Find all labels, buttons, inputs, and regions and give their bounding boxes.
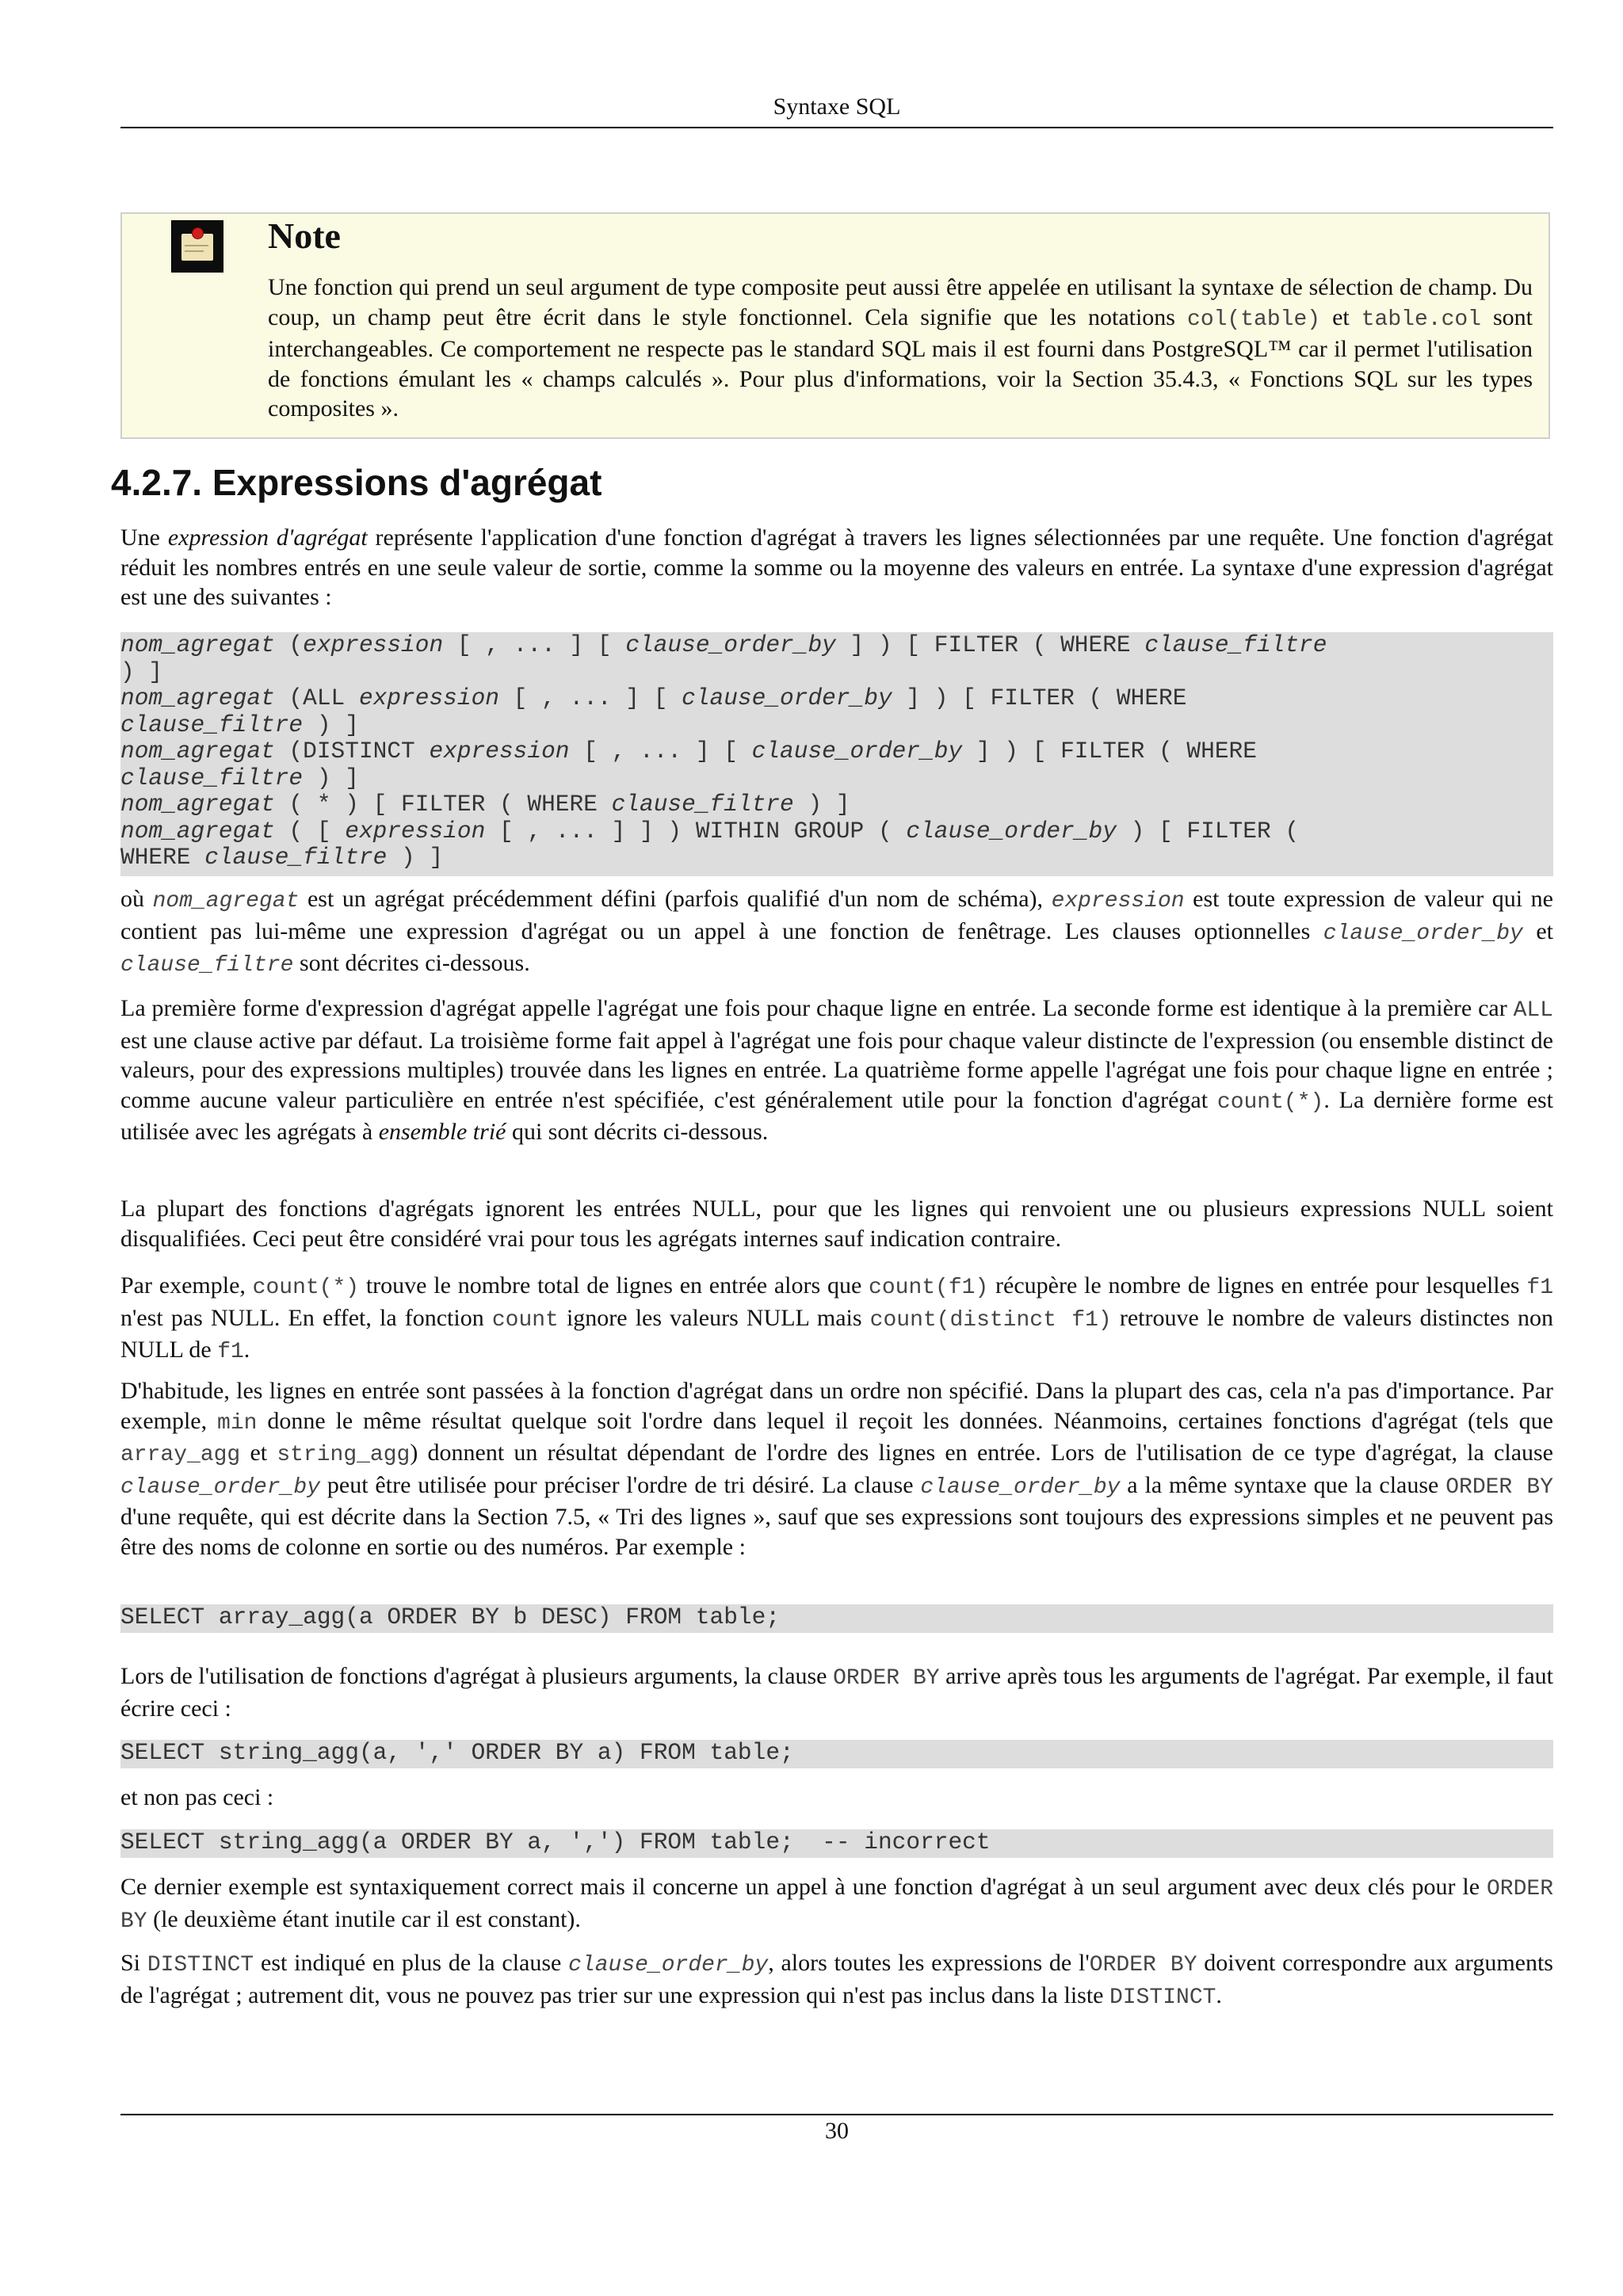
text: ) donnent un résultat dépendant de l'ordre des lignes en entrée. Lors de l'utilisation de ce type d'agrégat, la clause [410,1440,1553,1466]
text: où [120,886,153,912]
code-text: ] ) [ FILTER ( WHERE [892,685,1187,711]
code-text: ) ] [387,844,444,871]
code-inline: ORDER BY [1445,1474,1554,1500]
text: . [243,1337,250,1363]
text: est une clause active par défaut. La troisième forme fait appel à l'agrégat une fois pour chaque valeur distincte de l'expression (ou ensemble distinct de valeurs, pour des expressions multiples) trouvée dans les lignes en entrée. La quatrième forme appelle l'agrégat une fois pour chaque ligne en entrée ; comme aucune valeur particulière en entrée n'est spécifiée, c'est généralement utile pour la fonction d'agrégat [120,1027,1553,1113]
placeholder: clause_order_by [751,738,963,765]
note-code-col-table: col(table) [1187,307,1321,332]
code-example-array-agg: SELECT array_agg(a ORDER BY b DESC) FROM table; [120,1604,1553,1633]
text: est toute expression de valeur qui ne contient pas lui-même une expression d'agrégat ou un appel à une fonction de fenêtrage. Les clauses optionnelles [120,886,1553,944]
code-inline: count(distinct f1) [869,1307,1112,1333]
text: Une [120,524,168,551]
placeholder: nom_agregat [120,685,275,711]
paragraph-multi-args [120,1661,1553,1723]
note-body [268,273,1533,424]
code-inline: ORDER BY [833,1666,940,1691]
note-text: sont interchangeables. Ce comportement ne respecte pas le standard SQL mais il est fourni dans PostgreSQL™ car il permet l'utilisation de fonctions émulant les « champs calculés ». Pour plus d'informations, voir la Section 35.4.3, « Fonctions SQL sur les types composites ». [268,303,1533,421]
paragraph-not-this [120,1783,1553,1813]
code-inline: ALL [1513,998,1553,1023]
text: Par exemple, [120,1272,253,1299]
placeholder: clause_filtre [120,953,294,978]
code-text: (DISTINCT [274,738,430,765]
code-text: WHERE [120,844,205,871]
placeholder: clause_filtre [1144,632,1327,658]
placeholder: nom_agregat [120,632,275,658]
text: peut être utilisée pour préciser l'ordre de tri désiré. La clause [320,1471,921,1498]
placeholder: nom_agregat [120,817,275,845]
note-text: Une fonction qui prend un seul argument de type composite peut aussi être appelée en utilisant la syntaxe de sélection de champ. Du coup, un champ peut être écrit dans le style fonctionnel. Cela signifie que les notations [268,274,1533,330]
text: est indiqué en plus de la clause [254,1950,569,1976]
placeholder: clause_order_by [1323,921,1523,946]
text: La première forme d'expression d'agrégat appelle l'agrégat une fois pour chaque ligne en entrée. La seconde forme est identique à la première car [120,995,1514,1021]
text: ignore les valeurs NULL mais [558,1304,870,1331]
paragraph-intro [120,523,1553,612]
text: Ce dernier exemple est syntaxiquement correct mais il concerne un appel à une fonction d'agrégat à un seul argument avec deux clés pour le [120,1874,1487,1900]
code-example-string-agg: SELECT string_agg(a, ',' ORDER BY a) FROM table; [120,1740,1553,1768]
code-inline: f1 [217,1340,244,1365]
code-text: ( * ) [ FILTER ( WHERE [274,791,612,818]
code-text: ] ) [ FILTER ( WHERE [835,632,1145,658]
page-number: 30 [825,2118,849,2144]
placeholder: clause_filtre [204,844,388,871]
term-emphasis: expression d'agrégat [167,524,368,551]
code-text: ( [ [274,817,346,845]
code-text: (ALL [274,685,359,711]
code-inline: DISTINCT [147,1953,254,1978]
text: retrouve le nombre de valeurs distinctes non NULL de [120,1304,1553,1363]
placeholder: nom_agregat [120,791,275,818]
code-inline: count [491,1307,559,1333]
paragraph-count-example [120,1271,1553,1367]
paragraph-explanation [120,1872,1553,1936]
paragraph-definitions [120,884,1553,981]
code-text: [ , ... ] [ [443,632,626,658]
code-text: ( [274,632,304,658]
code-inline: array_agg [120,1443,241,1468]
placeholder: expression [429,738,570,765]
text: La plupart des fonctions d'agrégats ignorent les entrées NULL, pour que les lignes qui renvoient une ou plusieurs expressions NULL soient disqualifiées. Ceci peut être considéré vrai pour tous les agrégats internes sauf indication contraire. [120,1196,1553,1252]
placeholder: clause_order_by [906,817,1117,845]
text: donne le même résultat quelque soit l'ordre dans lequel il reçoit les données. Néanmoins, certaines fonctions d'agrégat (tels que [257,1407,1553,1434]
text: est un agrégat précédemment défini (parfois qualifié d'un nom de schéma), [299,886,1052,912]
text: (le deuxième étant inutile car il est constant). [147,1905,581,1932]
code-text: ) ] [120,658,163,685]
code-inline: DISTINCT [1109,1985,1216,2010]
code-text: ] ) [ FILTER ( WHERE [962,738,1257,765]
text: récupère le nombre de lignes en entrée pour lesquelles [988,1272,1527,1299]
note-text: et [1320,303,1361,330]
text: . La dernière forme est utilisée avec les agrégats à [120,1086,1553,1146]
code-inline: ORDER BY [120,1877,1553,1934]
section-title: 4.2.7. Expressions d'agrégat [111,462,602,503]
text: Lors de l'utilisation de fonctions d'agrégat à plusieurs arguments, la clause [120,1663,834,1689]
placeholder: clause_order_by [625,632,836,658]
text: a la même syntaxe que la clause [1120,1471,1446,1498]
text: sont décrites ci-dessous. [293,950,530,977]
code-inline: string_agg [277,1443,411,1468]
placeholder: clause_filtre [611,791,794,818]
placeholder: clause_filtre [120,711,304,738]
placeholder: clause_order_by [568,1953,769,1978]
paragraph-forms [120,994,1553,1147]
text: D'habitude, les lignes en entrée sont passées à la fonction d'agrégat dans un ordre non spécifié. Dans la plupart des cas, cela n'a pas d'importance. Par exemple, [120,1378,1553,1434]
code-text: ) ] [793,791,850,818]
placeholder: nom_agregat [152,889,300,913]
pushpin-icon [192,227,204,239]
text: représente l'application d'une fonction d'agrégat à travers les lignes sélectionnées par une requête. Une fonction d'agrégat réduit les nombres entrés en une seule valeur de sortie, comme la somme ou la moyenne des valeurs en entrée. La syntaxe d'une expression d'agrégat est une des suivantes : [120,524,1554,611]
text: . [1216,1981,1222,2008]
code-text: ) [ FILTER ( [1116,817,1300,845]
note-code-table-col: table.col [1361,307,1481,332]
text: n'est pas NULL. En effet, la fonction [120,1304,492,1331]
code-example-incorrect: SELECT string_agg(a ORDER BY a, ',') FROM table; -- incorrect [120,1829,1553,1858]
paragraph-ordering [120,1376,1553,1562]
note-box [120,212,1550,439]
paragraph-distinct [120,1948,1553,2012]
code-text: [ , ... ] [ [569,738,752,765]
text: d'une requête, qui est décrite dans la Section 7.5, « Tri des lignes », sauf que ses expressions sont toujours des expressions simples et ne peuvent pas être des noms de colonne en sortie ou des numéros. Par exemple : [120,1504,1553,1560]
note-icon [171,220,223,273]
text: doivent correspondre aux arguments de l'agrégat ; autrement dit, vous ne pouvez pas trier sur une expression qui n'est pas inclus dans la liste [120,1950,1553,2008]
code-text: [ , ... ] [ [498,685,682,711]
text: Si [120,1950,147,1976]
text: trouve le nombre total de lignes en entrée alors que [359,1272,869,1299]
code-text: [ , ... ] ] ) WITHIN GROUP ( [485,817,907,845]
code-inline: count(*) [252,1276,360,1300]
text: qui sont décrits ci-dessous. [506,1119,769,1146]
code-inline: f1 [1526,1276,1553,1300]
placeholder: expression [345,817,486,845]
code-inline: min [217,1410,258,1436]
footer-rule [120,2114,1553,2115]
text: et [240,1440,277,1466]
code-inline: ORDER BY [1089,1953,1197,1978]
code-text: ) ] [303,764,359,791]
text: arrive après tous les arguments de l'agrégat. Par exemple, il faut écrire ceci : [120,1663,1554,1722]
placeholder: nom_agregat [120,738,275,765]
text: et [1522,917,1553,944]
term-emphasis: ensemble trié [378,1119,506,1146]
text: , alors toutes les expressions de l' [768,1950,1090,1976]
syntax-code-block [120,632,1553,876]
placeholder: expression [358,685,499,711]
placeholder: expression [1051,889,1185,913]
placeholder: expression [303,632,444,658]
placeholder: clause_order_by [682,685,892,711]
code-text: ) ] [303,711,359,738]
placeholder: clause_order_by [920,1474,1121,1500]
note-title: Note [268,215,341,256]
placeholder: clause_filtre [120,764,304,791]
text: et non pas ceci : [120,1784,274,1810]
paragraph-null [120,1194,1553,1253]
header-rule [120,127,1553,128]
code-inline: count(f1) [869,1276,989,1300]
running-header: Syntaxe SQL [773,93,901,120]
code-inline: count(*) [1216,1089,1324,1115]
placeholder: clause_order_by [120,1474,321,1500]
